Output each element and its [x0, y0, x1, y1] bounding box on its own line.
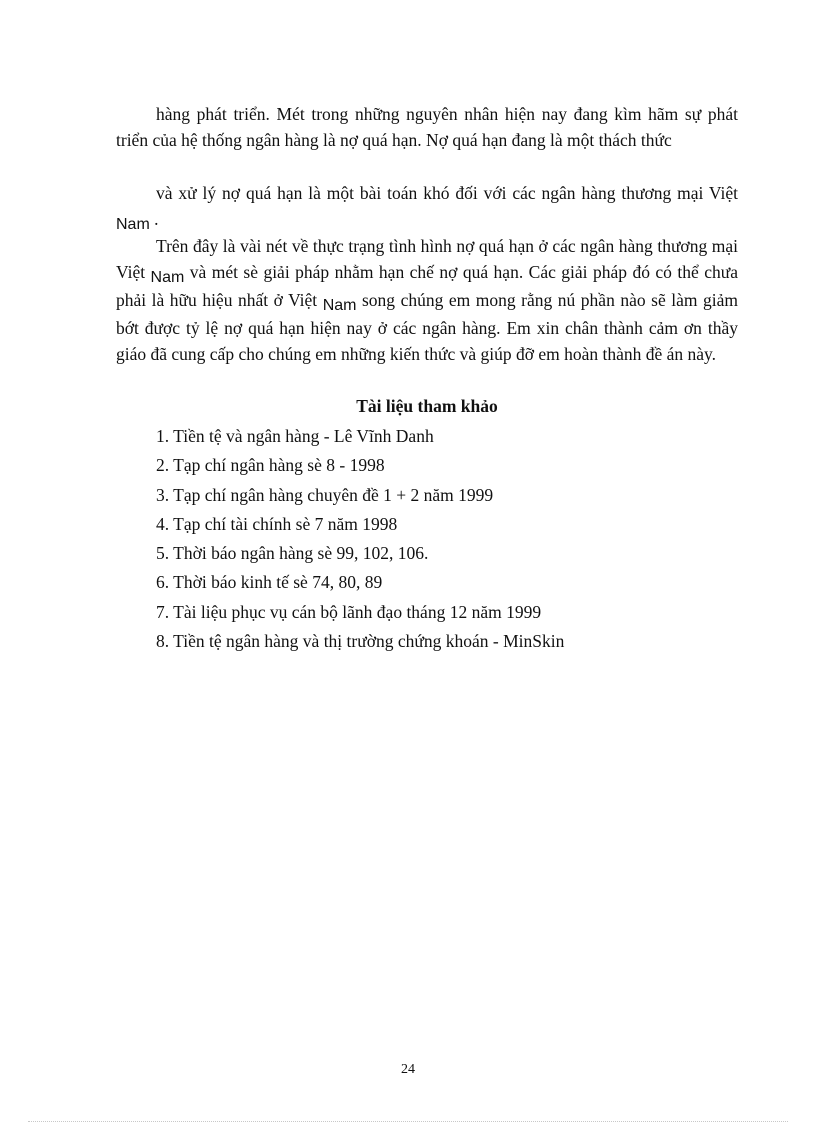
country-name: Nam	[322, 297, 357, 314]
paragraph-text: .	[149, 209, 159, 229]
paragraph-text: Trên đây là vài nét về thực trạng tình hình nợ quá hạn ở các ngân hàng thương mại Việt	[116, 236, 738, 282]
paragraph-text: và xử lý nợ quá hạn là một bài toán khó đối với các ngân hàng thương mại Việt	[156, 183, 738, 203]
reference-item: 2. Tạp chí ngân hàng sè 8 - 1998	[156, 455, 385, 476]
paragraph-text: song chúng em mong rằng nú phần nào sẽ làm giảm bớt được tỷ lệ nợ quá hạn hiện nay ở các ngân hàng. Em xin chân thành cảm ơn thầy giáo đã cung cấp cho chúng em những kiến thức và giúp đỡ em hoàn thành đề án này.	[116, 290, 738, 364]
body-text-middle	[116, 180, 738, 234]
page-number: 24	[401, 1062, 415, 1077]
reference-item: 7. Tài liệu phục vụ cán bộ lãnh đạo tháng 12 năm 1999	[156, 601, 542, 622]
country-name: Nam	[150, 269, 185, 286]
references-heading: Tài liệu tham khảo	[356, 396, 498, 416]
paragraph-text: và mét sè giải pháp nhằm hạn chế nợ quá hạn. Các giải pháp đó có thể chưa phải là hữu hiệu nhất ở Việt	[116, 262, 738, 310]
reference-item: 8. Tiền tệ ngân hàng và thị trường chứng khoán - MinSkin	[156, 631, 565, 652]
reference-item: 3. Tạp chí ngân hàng chuyên đề 1 + 2 năm 1999	[156, 484, 494, 505]
paragraph	[116, 180, 738, 234]
paragraph: hàng phát triển. Mét trong những nguyên nhân hiện nay đang kìm hãm sự phát triển của hệ thống ngân hàng là nợ quá hạn. Nợ quá hạn đang là một thách thức	[116, 104, 738, 150]
reference-item: 6. Thời báo kinh tế sè 74, 80, 89	[156, 572, 383, 593]
reference-item: 1. Tiền tệ và ngân hàng - Lê Vĩnh Danh	[156, 426, 434, 446]
body-text-conclusion	[116, 233, 738, 367]
paragraph	[116, 233, 738, 367]
reference-item: 4. Tạp chí tài chính sè 7 năm 1998	[156, 513, 398, 534]
body-text-top	[116, 101, 738, 153]
page-bottom-divider	[28, 1121, 788, 1122]
reference-item: 5. Thời báo ngân hàng sè 99, 102, 106.	[156, 543, 429, 564]
country-name: Nam	[116, 216, 150, 233]
references-list	[156, 423, 564, 657]
